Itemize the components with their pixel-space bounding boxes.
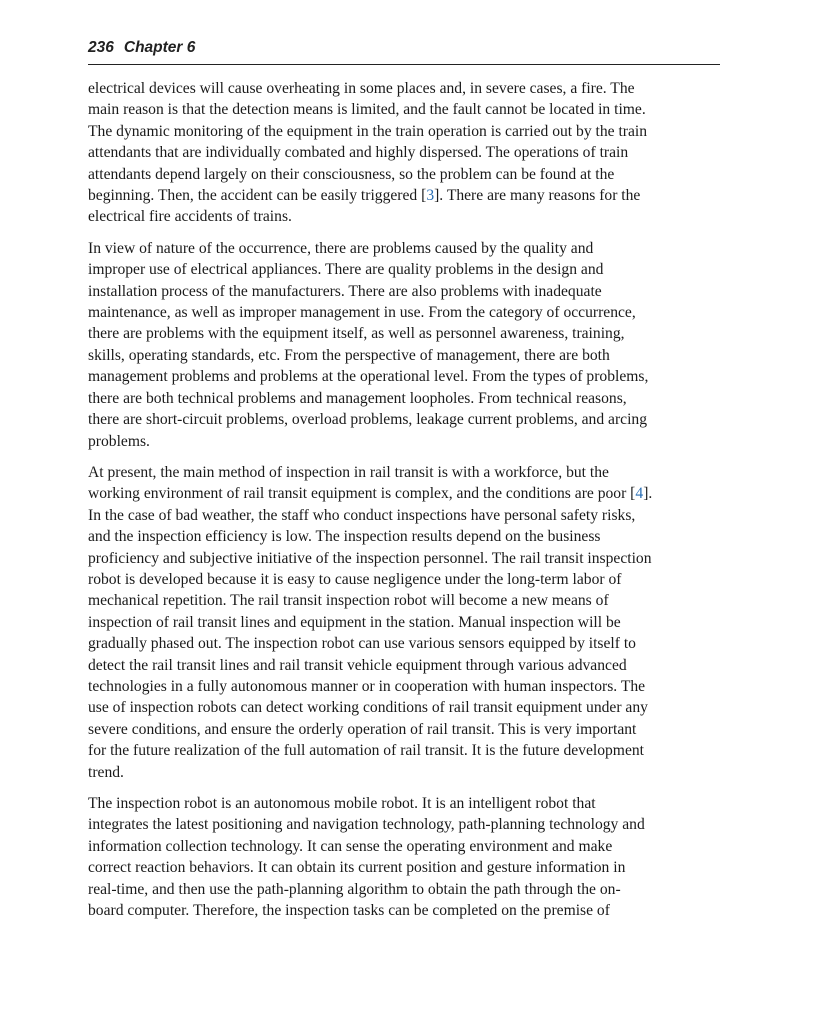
text-line bbox=[88, 462, 718, 483]
text-line bbox=[88, 281, 718, 302]
text-line bbox=[88, 900, 718, 921]
text-line bbox=[88, 612, 718, 633]
text-line bbox=[88, 526, 718, 547]
line-text: trend. bbox=[88, 763, 124, 781]
text-line bbox=[88, 590, 718, 611]
line-text: for the future realization of the full automation of rail transit. It is the future development bbox=[88, 742, 644, 760]
text-line bbox=[88, 185, 718, 206]
citation-link[interactable]: 4 bbox=[635, 485, 644, 503]
text-line bbox=[88, 206, 718, 227]
line-text: At present, the main method of inspection in rail transit is with a workforce, but the bbox=[88, 463, 609, 481]
text-line bbox=[88, 142, 718, 163]
text-line bbox=[88, 814, 718, 835]
line-text: The inspection robot is an autonomous mobile robot. It is an intelligent robot that bbox=[88, 795, 596, 812]
text-line bbox=[88, 697, 718, 718]
paragraph bbox=[88, 462, 718, 783]
line-text: skills, operating standards, etc. From the perspective of management, there are both bbox=[88, 346, 610, 364]
text-line bbox=[88, 366, 718, 387]
line-text: use of inspection robots can detect working conditions of rail transit equipment under any bbox=[88, 699, 648, 717]
line-text: improper use of electrical appliances. There are quality problems in the design and bbox=[88, 261, 604, 279]
text-line bbox=[88, 719, 718, 740]
text-line bbox=[88, 409, 718, 430]
line-text: information collection technology. It can sense the operating environment and make bbox=[88, 837, 613, 855]
text-line bbox=[88, 164, 718, 185]
paragraph bbox=[88, 78, 718, 228]
text-line bbox=[88, 388, 718, 409]
line-text: attendants that are individually combated and highly dispersed. The operations of train bbox=[88, 144, 629, 162]
line-text: there are short-circuit problems, overload problems, leakage current problems, and arcing bbox=[88, 411, 647, 429]
line-text: there are both technical problems and management loopholes. From technical reasons, bbox=[88, 389, 627, 407]
text-line bbox=[88, 483, 718, 504]
text-line bbox=[88, 259, 718, 280]
line-text: gradually phased out. The inspection robot can use various sensors equipped by itself to bbox=[88, 635, 636, 653]
text-line bbox=[88, 431, 718, 452]
body-text bbox=[88, 78, 718, 931]
line-text: attendants depend largely on their consciousness, so the problem can be found at the bbox=[88, 165, 615, 183]
running-header bbox=[88, 38, 720, 65]
line-text: working environment of rail transit equipment is complex, and the conditions are poor [ bbox=[88, 485, 636, 503]
page-number: 236 bbox=[88, 39, 114, 56]
line-text: correct reaction behaviors. It can obtain its current position and gesture information in bbox=[88, 859, 626, 877]
text-line bbox=[88, 121, 718, 142]
paragraph bbox=[88, 238, 718, 452]
line-text: proficiency and subjective initiative of the inspection personnel. The rail transit inspection bbox=[88, 549, 652, 567]
line-text: robot is developed because it is easy to cause negligence under the long-term labor of bbox=[88, 570, 622, 588]
line-text: and the inspection efficiency is low. The inspection results depend on the business bbox=[88, 528, 601, 546]
text-line bbox=[88, 302, 718, 323]
line-text: installation process of the manufacturers. There are also problems with inadequate bbox=[88, 282, 602, 300]
text-line bbox=[88, 548, 718, 569]
line-text: ]. There are many reasons for the bbox=[434, 187, 641, 205]
text-line bbox=[88, 345, 718, 366]
line-text: integrates the latest positioning and navigation technology, path-planning technology and bbox=[88, 816, 645, 834]
text-line bbox=[88, 857, 718, 878]
text-line bbox=[88, 655, 718, 676]
text-line bbox=[88, 740, 718, 761]
text-line bbox=[88, 793, 718, 814]
text-line bbox=[88, 633, 718, 654]
line-text: The dynamic monitoring of the equipment in the train operation is carried out by the train bbox=[88, 122, 648, 140]
text-line bbox=[88, 676, 718, 697]
text-line bbox=[88, 238, 718, 259]
line-text: there are problems with the equipment itself, as well as personnel awareness, training, bbox=[88, 325, 625, 343]
line-text: electrical fire accidents of trains. bbox=[88, 208, 292, 226]
line-text: problems. bbox=[88, 432, 150, 450]
line-text: detect the rail transit lines and rail transit vehicle equipment through various advanced bbox=[88, 656, 627, 674]
text-line bbox=[88, 762, 718, 783]
citation-link[interactable]: 3 bbox=[426, 187, 435, 205]
text-line bbox=[88, 569, 718, 590]
text-line bbox=[88, 879, 718, 900]
line-text: In the case of bad weather, the staff who conduct inspections have personal safety risks, bbox=[88, 506, 636, 524]
line-text: inspection of rail transit lines and equipment in the station. Manual inspection will be bbox=[88, 613, 621, 631]
line-text: real-time, and then use the path-planning algorithm to obtain the path through the on- bbox=[88, 880, 621, 898]
text-line bbox=[88, 99, 718, 120]
line-text: severe conditions, and ensure the orderly operation of rail transit. This is very important bbox=[88, 720, 637, 738]
line-text: beginning. Then, the accident can be easily triggered [ bbox=[88, 187, 427, 205]
text-line bbox=[88, 836, 718, 857]
line-text: maintenance, as well as improper management in use. From the category of occurrence, bbox=[88, 304, 636, 322]
line-text: management problems and problems at the operational level. From the types of problems, bbox=[88, 368, 649, 386]
line-text: technologies in a fully autonomous manner or in cooperation with human inspectors. The bbox=[88, 677, 646, 695]
paragraph bbox=[88, 793, 718, 921]
line-text: ]. bbox=[643, 485, 653, 503]
text-line bbox=[88, 505, 718, 526]
line-text: In view of nature of the occurrence, there are problems caused by the quality and bbox=[88, 239, 594, 257]
line-text: main reason is that the detection means is limited, and the fault cannot be located in time. bbox=[88, 101, 646, 119]
text-line bbox=[88, 78, 718, 99]
line-text: board computer. Therefore, the inspection tasks can be completed on the premise of bbox=[88, 902, 610, 920]
chapter-label: Chapter 6 bbox=[123, 39, 196, 56]
line-text: mechanical repetition. The rail transit inspection robot will become a new means of bbox=[88, 592, 609, 610]
line-text: electrical devices will cause overheating in some places and, in severe cases, a fire. The bbox=[88, 80, 635, 97]
text-line bbox=[88, 323, 718, 344]
